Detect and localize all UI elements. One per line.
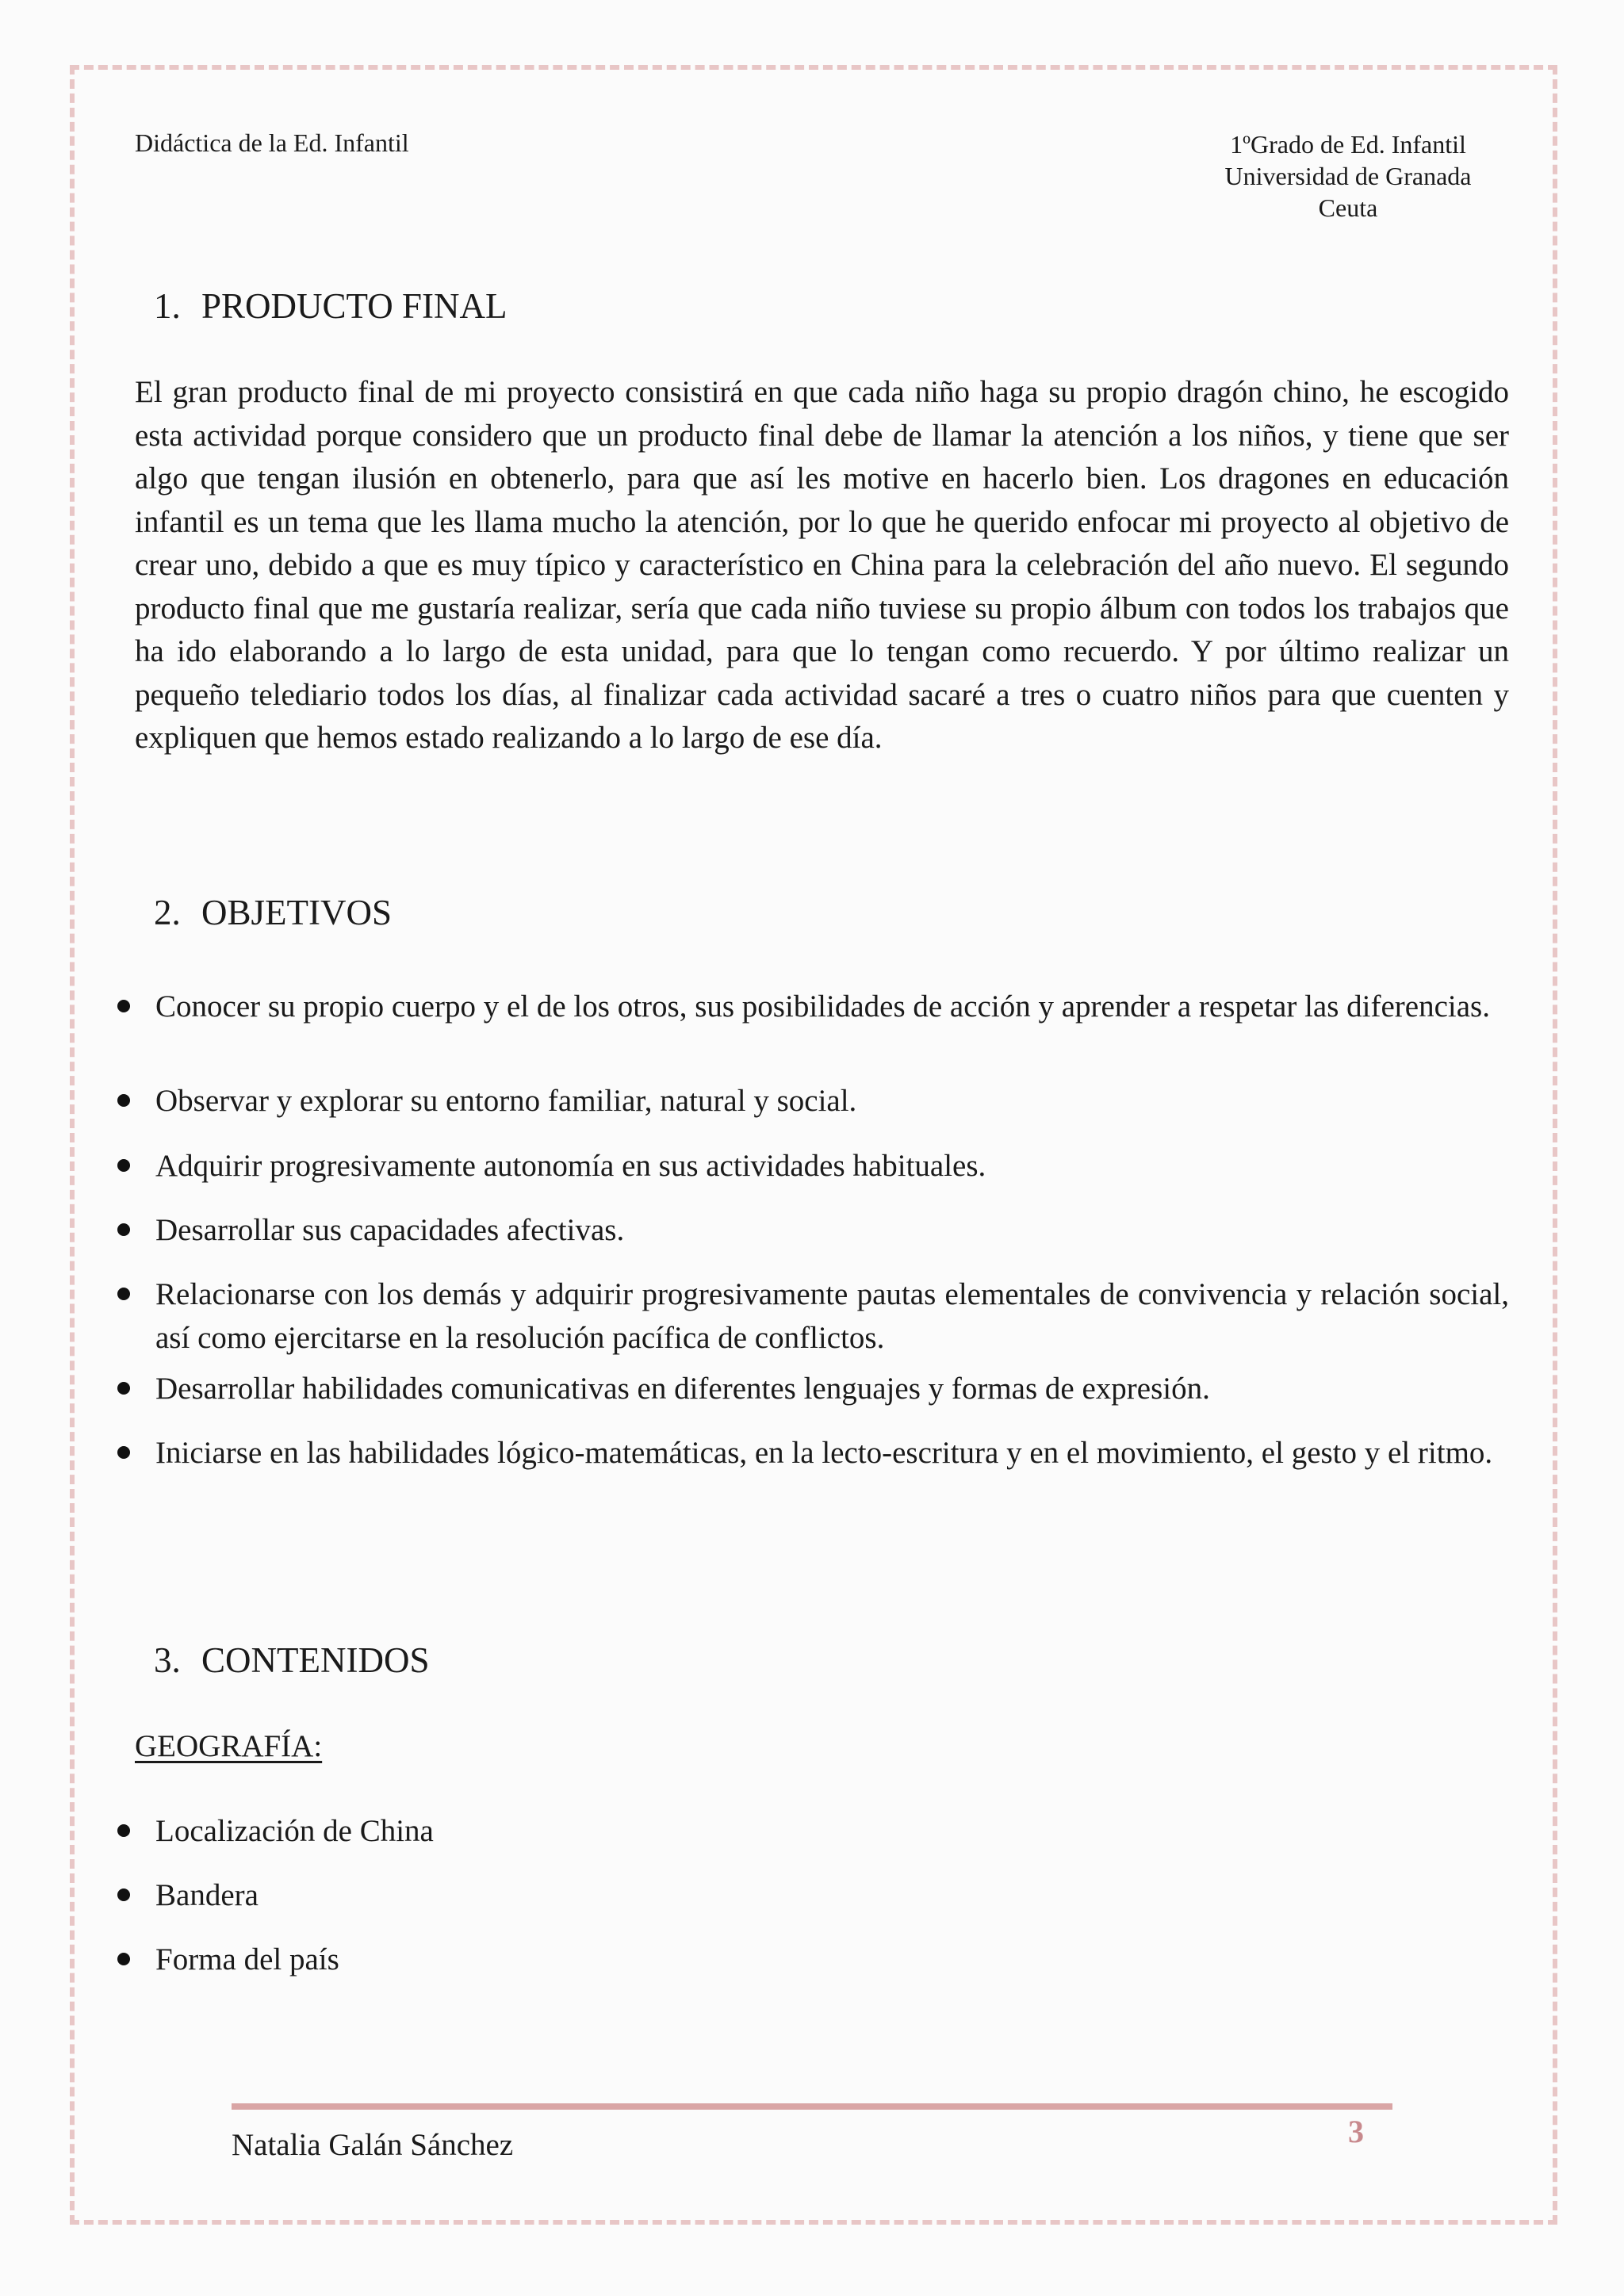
section-title-contenidos: [154, 1640, 430, 1681]
list-item-text: Adquirir progresivamente autonomía en sus actividades habituales.: [155, 1149, 986, 1183]
list-item: [155, 1810, 1509, 1854]
list-item-text: Iniciarse en las habilidades lógico-matemáticas, en la lecto-escritura y en el movimiento, el gesto y el ritmo.: [155, 1436, 1493, 1470]
list-item: [155, 1938, 1509, 1982]
bullet-icon: [117, 1824, 130, 1837]
section-heading: OBJETIVOS: [201, 893, 393, 932]
list-item: [155, 1273, 1509, 1360]
list-item-text: Observar y explorar su entorno familiar, natural y social.: [155, 1084, 857, 1118]
list-item-text: Conocer su propio cuerpo y el de los otros, sus posibilidades de acción y aprender a respetar las diferencias.: [155, 989, 1490, 1024]
list-item-text: Bandera: [155, 1878, 259, 1912]
section-number: 1.: [154, 286, 181, 326]
section-title-producto-final: [154, 285, 507, 327]
bullet-icon: [117, 1159, 130, 1172]
list-item: [155, 1874, 1509, 1918]
header-course: Didáctica de la Ed. Infantil: [135, 128, 409, 157]
header-city: Ceuta: [1318, 193, 1378, 222]
geografia-subheading: GEOGRAFÍA:: [135, 1729, 323, 1763]
bullet-icon: [117, 1953, 130, 1965]
header-institution: [1189, 128, 1507, 224]
section-number: 2.: [154, 893, 181, 932]
list-item: [155, 1209, 1509, 1253]
bullet-icon: [117, 1094, 130, 1107]
header-grade: 1ºGrado de Ed. Infantil: [1230, 130, 1466, 159]
list-item-text: Desarrollar habilidades comunicativas en diferentes lenguajes y formas de expresión.: [155, 1372, 1210, 1406]
section-heading: CONTENIDOS: [201, 1640, 430, 1680]
producto-final-paragraph: El gran producto final de mi proyecto consistirá en que cada niño haga su propio dragón chino, he escogido esta actividad porque considero que un producto final debe de llamar la atención a los niños, y tiene que ser algo que tengan ilusión en obtenerlo, para que así les motive en hacerlo bien. Los dragones en educación infantil es un tema que les llama mucho la atención, por lo que he querido enfocar mi proyecto al objetivo de crear uno, debido a que es muy típico y característico en China para la celebración del año nuevo. El segundo producto final que me gustaría realizar, sería que cada niño tuviese su propio álbum con todos los trabajos que ha ido elaborando a lo largo de esta unidad, para que lo tengan como recuerdo. Y por último realizar un pequeño telediario todos los días, al finalizar cada actividad sacaré a tres o cuatro niños para que cuenten y expliquen que hemos estado realizando a lo largo de ese día.: [135, 375, 1509, 755]
bullet-icon: [117, 1446, 130, 1459]
bullet-icon: [117, 1888, 130, 1901]
bullet-icon: [117, 1288, 130, 1300]
bullet-icon: [117, 1000, 130, 1012]
header-university: Universidad de Granada: [1224, 162, 1472, 190]
list-item: [155, 985, 1509, 1029]
list-item: [155, 1080, 1509, 1123]
list-item-text: Relacionarse con los demás y adquirir progresivamente pautas elementales de convivencia y relación social, así como ejercitarse en la resolución pacífica de conflictos.: [155, 1277, 1509, 1355]
list-item-text: Forma del país: [155, 1942, 339, 1976]
footer-divider: [232, 2103, 1392, 2110]
list-item: [155, 1368, 1509, 1411]
bullet-icon: [117, 1382, 130, 1395]
bullet-icon: [117, 1223, 130, 1236]
page-number: 3: [1348, 2114, 1364, 2149]
list-item-text: Localización de China: [155, 1814, 434, 1848]
list-item-text: Desarrollar sus capacidades afectivas.: [155, 1213, 625, 1247]
footer-author: Natalia Galán Sánchez: [232, 2128, 514, 2162]
section-title-objetivos: [154, 892, 392, 933]
section-heading: PRODUCTO FINAL: [201, 286, 508, 326]
section-number: 3.: [154, 1640, 181, 1680]
list-item: [155, 1432, 1509, 1475]
list-item: [155, 1145, 1509, 1188]
